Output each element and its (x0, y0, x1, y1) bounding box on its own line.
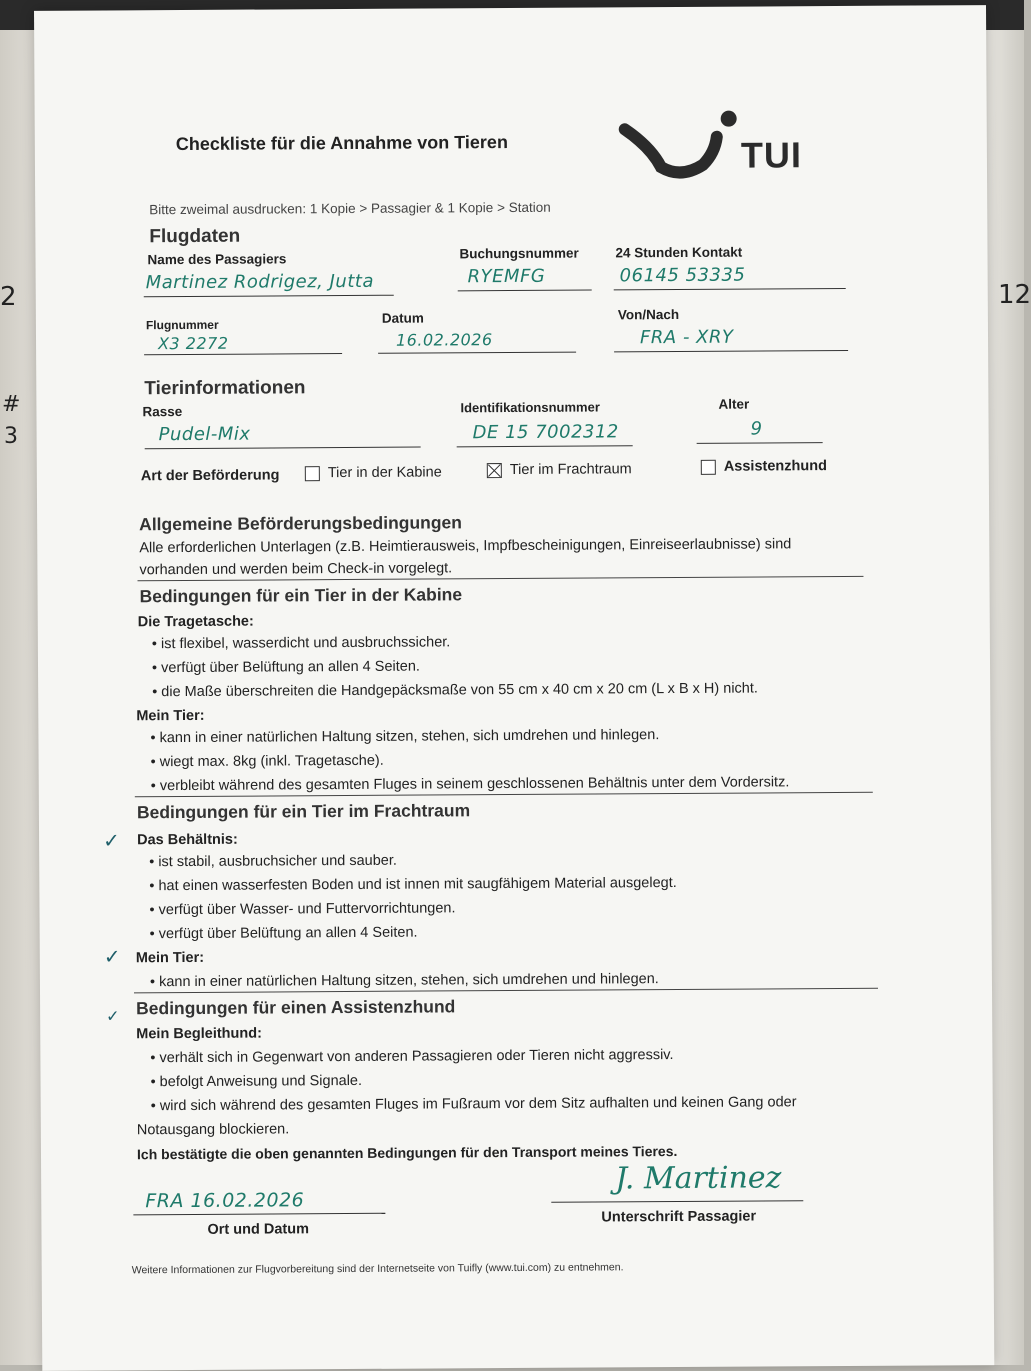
flight-number-value[interactable]: X3 2272 (157, 333, 229, 354)
form-sheet (34, 5, 994, 1371)
booking-number-line (458, 290, 592, 292)
handwritten-check-2: ✓ (103, 946, 121, 969)
cabin-bag-item-1: • ist flexibel, wasserdicht und ausbruchssicher. (151, 634, 451, 653)
flight-number-label: Flugnummer (145, 317, 219, 333)
assistance-item-3-cont: Notausgang blockieren. (136, 1121, 290, 1139)
edge-mark-left-2: 3 (4, 424, 18, 449)
edge-number-right: 12 (998, 280, 1031, 310)
place-date-line (133, 1213, 385, 1216)
cabin-bag-item-2: • verfügt über Belüftung an allen 4 Seiten. (151, 658, 420, 677)
assistance-item-1: • verhält sich in Gegenwart von anderen Passagieren oder Tieren nicht aggressiv. (150, 1047, 674, 1067)
place-date-value[interactable]: FRA 16.02.2026 (145, 1189, 305, 1213)
flight-section-title: Flugdaten (149, 225, 241, 248)
cargo-container-item-1: • ist stabil, ausbruchsicher und sauber. (149, 852, 397, 871)
transport-type-label: Art der Beförderung (140, 467, 280, 485)
cabin-pet-item-3: • verbleibt während des gesamten Fluges in seinem geschlossenen Behältnis unter dem Vordersitz. (150, 774, 790, 795)
form-title: Checkliste für die Annahme von Tieren (175, 132, 508, 155)
assistance-item-2: • befolgt Anweisung und Signale. (150, 1072, 363, 1091)
checkbox-assistance[interactable] (701, 459, 716, 474)
flight-number-line (144, 353, 342, 355)
general-conditions-title: Allgemeine Beförderungsbedingungen (139, 512, 463, 535)
contact-value[interactable]: 06145 53335 (619, 264, 746, 287)
contact-label: 24 Stunden Kontakt (615, 244, 743, 261)
route-value[interactable]: FRA - XRY (639, 326, 734, 349)
id-number-line (457, 445, 633, 447)
cabin-conditions-title: Bedingungen für ein Tier in der Kabine (139, 584, 463, 607)
animal-section-title: Tierinformationen (144, 377, 306, 400)
signature-line (551, 1200, 803, 1203)
route-label: Von/Nach (617, 306, 680, 323)
cabin-pet-title: Mein Tier: (136, 707, 205, 725)
checkbox-cargo-checked[interactable] (487, 463, 502, 478)
handwritten-check-3: ✓ (106, 1008, 120, 1026)
option-cargo[interactable] (487, 461, 632, 478)
breed-label: Rasse (142, 404, 183, 420)
assistance-item-3: • wird sich während des gesamten Fluges im Fußraum vor dem Sitz aufhalten und keinen Gang oder (150, 1094, 797, 1115)
route-line (614, 350, 848, 352)
date-label: Datum (381, 310, 424, 326)
edge-mark-left: # (2, 392, 21, 417)
date-line (378, 352, 576, 354)
option-cargo-label: Tier im Frachtraum (509, 461, 632, 479)
booking-number-value[interactable]: RYEMFG (467, 265, 546, 288)
option-cabin[interactable] (305, 464, 442, 481)
cargo-container-item-2: • hat einen wasserfesten Boden und ist innen mit saugfähigem Material ausgelegt. (149, 874, 677, 895)
id-number-value[interactable]: DE 15 7002312 (472, 421, 619, 444)
cabin-bag-item-3: • die Maße überschreiten die Handgepäcksmaße von 55 cm x 40 cm x 20 cm (L x B x H) nicht. (152, 680, 758, 701)
passenger-name-label: Name des Passagiers (147, 251, 287, 268)
age-value[interactable]: 9 (750, 418, 763, 440)
cargo-pet-title: Mein Tier: (135, 949, 205, 967)
footer-note: Weitere Informationen zur Flugvorbereitung sind der Internetseite von Tuifly (www.tui.com) zu entnehmen. (131, 1261, 624, 1277)
cargo-pet-item-1: • kann in einer natürlichen Haltung sitzen, stehen, sich umdrehen und hinlegen. (149, 971, 659, 991)
age-label: Alter (718, 396, 750, 412)
option-cabin-label: Tier in der Kabine (327, 464, 442, 482)
passenger-name-value[interactable]: Martinez Rodrigez, Jutta (145, 270, 375, 294)
print-instructions: Bitte zweimal ausdrucken: 1 Kopie > Passagier & 1 Kopie > Station (149, 199, 551, 218)
checkbox-cabin[interactable] (305, 466, 320, 481)
assistance-dog-title: Mein Begleithund: (136, 1025, 262, 1043)
passenger-name-line (144, 295, 394, 298)
cabin-pet-item-2: • wiegt max. 8kg (inkl. Tragetasche). (150, 752, 384, 771)
confirmation-statement: Ich bestätigte die oben genannten Bedingungen für den Transport meines Tieres. (136, 1142, 678, 1163)
tui-logo-text: TUI (740, 134, 803, 176)
id-number-label: Identifikationsnummer (460, 399, 600, 416)
assistance-conditions-title: Bedingungen für einen Assistenzhund (136, 996, 456, 1019)
cabin-pet-item-1: • kann in einer natürlichen Haltung sitzen, stehen, sich umdrehen und hinlegen. (150, 727, 660, 747)
passenger-signature[interactable]: J. Martinez (615, 1160, 782, 1197)
date-value[interactable]: 16.02.2026 (395, 330, 493, 350)
general-conditions-line-2: vorhanden und werden beim Check-in vorgelegt. (139, 560, 453, 579)
handwritten-check-1: ✓ (103, 830, 120, 853)
general-conditions-line-1: Alle erforderlichen Unterlagen (z.B. Heimtierausweis, Impfbescheinigungen, Einreiseerlaubnisse) sind (139, 536, 792, 557)
breed-line (145, 447, 421, 450)
place-date-label: Ort und Datum (207, 1221, 310, 1238)
cabin-bag-title: Die Tragetasche: (137, 613, 254, 631)
booking-number-label: Buchungsnummer (459, 245, 579, 262)
cargo-conditions-title: Bedingungen für ein Tier im Frachtraum (136, 800, 471, 823)
cargo-container-item-4: • verfügt über Belüftung an allen 4 Seiten. (149, 924, 418, 943)
age-line (697, 442, 823, 444)
tui-logo-icon (621, 107, 741, 188)
cargo-container-title: Das Behältnis: (137, 831, 238, 849)
cargo-container-item-3: • verfügt über Wasser- und Futtervorrichtungen. (149, 900, 456, 919)
option-assistance-label: Assistenzhund (723, 458, 827, 475)
signature-label: Unterschrift Passagier (601, 1208, 757, 1226)
breed-value[interactable]: Pudel-Mix (158, 423, 251, 446)
contact-line (614, 288, 846, 290)
option-assistance[interactable] (701, 458, 827, 475)
edge-number-left: 2 (0, 282, 17, 312)
